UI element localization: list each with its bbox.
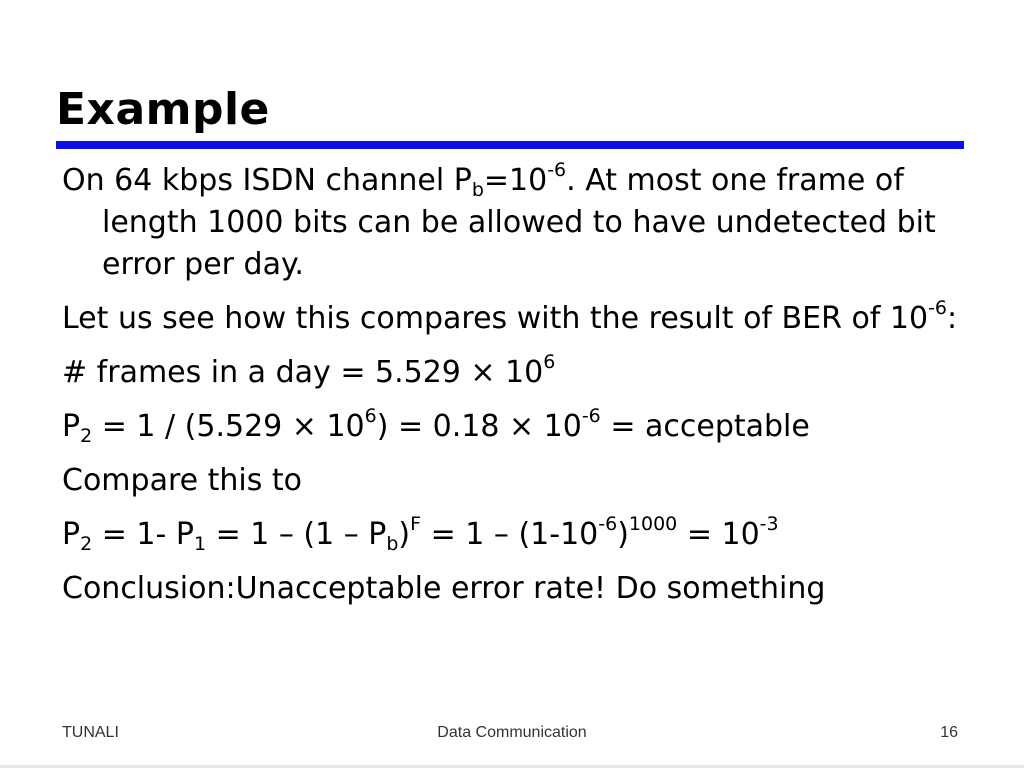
text-run: ) [617,517,629,552]
text-run: = 10 [677,517,760,552]
subscript: 1 [193,533,207,555]
superscript: -6 [581,405,601,427]
text-run: = 1 – (1-10 [421,517,599,552]
text-run: = 1 / (5.529 × 10 [92,409,365,444]
text-run: Conclusion:Unacceptable error rate! Do something [62,571,826,606]
subscript: b [386,533,399,555]
text-run: ) [398,517,411,552]
superscript: -6 [547,159,567,181]
slide-title: Example [56,84,270,135]
superscript: -3 [759,513,779,535]
footer-author: TUNALI [62,724,119,741]
slide-body [62,160,982,622]
subscript: 2 [80,425,93,447]
superscript: 6 [364,405,377,427]
paragraph-conclusion [62,568,982,610]
paragraph-frames-per-day [62,352,982,394]
text-run: = acceptable [600,409,810,444]
superscript: F [410,513,422,535]
text-run: . At most one frame of length 1000 bits can be allowed to have undetected bit error per day. [102,163,936,282]
title-underline [56,141,964,149]
subscript: b [471,179,484,201]
text-run: = 1 – (1 – P [206,517,387,552]
paragraph-p2-formula [62,514,982,556]
text-run: P [62,517,81,552]
footer-course-title: Data Communication [437,724,587,741]
text-run: : [947,301,958,336]
superscript: 6 [543,351,556,373]
superscript: -6 [598,513,618,535]
text-run: P [62,409,81,444]
subscript: 2 [80,533,93,555]
superscript: 1000 [628,513,678,535]
text-run: Let us see how this compares with the result of BER of 10 [62,301,929,336]
text-run: =10 [483,163,548,198]
paragraph-ber-compare [62,298,982,340]
text-run: # frames in a day = 5.529 × 10 [62,355,544,390]
footer-slide-number: 16 [940,724,958,741]
paragraph-isdn-channel [62,160,982,286]
text-run: Compare this to [62,463,303,498]
paragraph-p2-acceptable [62,406,982,448]
text-run: = 1- P [92,517,194,552]
paragraph-compare-this [62,460,982,502]
text-run: On 64 kbps ISDN channel P [62,163,472,198]
text-run: ) = 0.18 × 10 [376,409,582,444]
superscript: -6 [928,297,948,319]
